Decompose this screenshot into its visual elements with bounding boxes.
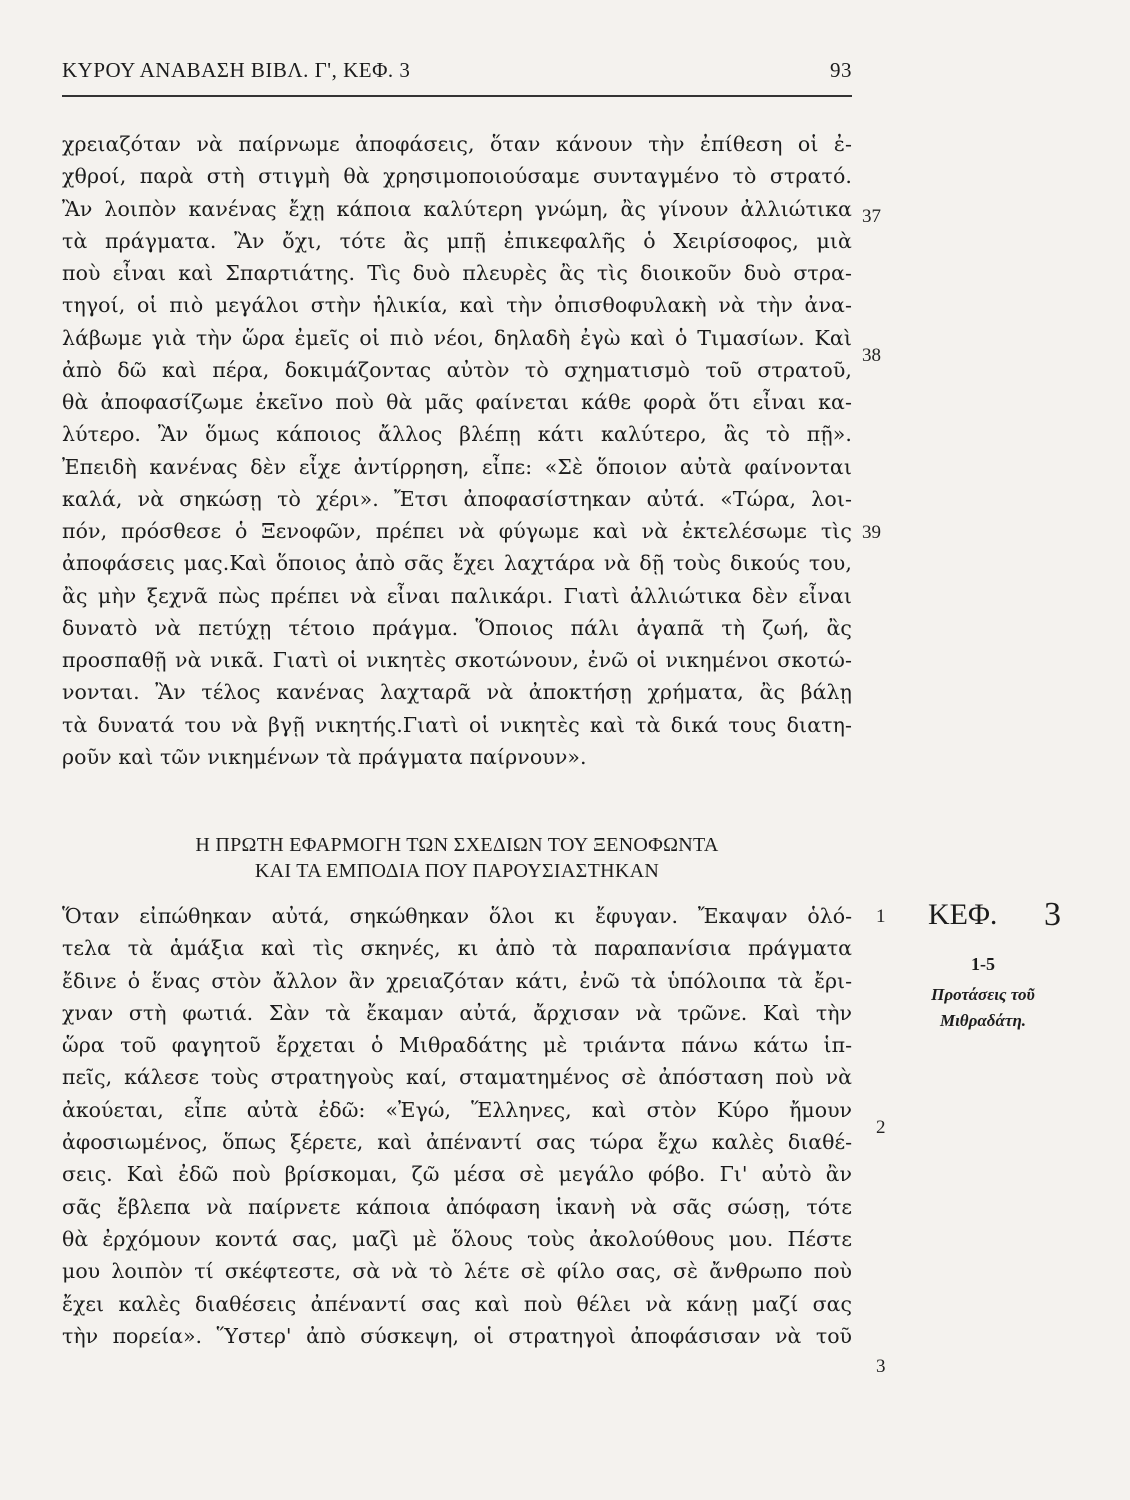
running-head-title: ΚΥΡΟΥ ΑΝΑΒΑΣΗ ΒΙΒΛ. Γ', ΚΕΦ. 3 <box>62 58 411 82</box>
text-line: προσπαθῇ νὰ νικᾶ. Γιατὶ οἱ νικητὲς σκοτώνουν, ἐνῶ οἱ νικημένοι σκοτώ- <box>62 648 852 672</box>
section-heading-line-2: ΚΑΙ ΤΑ ΕΜΠΟΔΙΑ ΠΟΥ ΠΑΡΟΥΣΙΑΣΤΗΚΑΝ <box>254 860 660 882</box>
sidebar-note-line-2: Μιθραδάτη. <box>939 1011 1027 1030</box>
text-line: ἀπὸ δῶ καὶ πέρα, δοκιμάζοντας αὐτὸν τὸ σχηματισμὸ τοῦ στρατοῦ, <box>62 357 852 382</box>
sidebar-chapter-number: 3 <box>1044 896 1061 933</box>
text-line: ἀκούεται, εἶπε αὐτὰ ἐδῶ: «Ἐγώ, Ἕλληνες, καὶ στὸν Κύρο ἤμουν <box>62 1097 852 1122</box>
text-line: ἂς μὴν ξεχνᾶ πὼς πρέπει νὰ εἶναι παλικάρι. Γιατὶ ἀλλιώτικα δὲν εἶναι <box>62 583 852 608</box>
text-line: χναν στὴ φωτιά. Σὰν τὰ ἔκαμαν αὐτά, ἄρχισαν νὰ τρῶνε. Καὶ τὴν <box>62 1000 852 1025</box>
paragraph-1 <box>62 128 852 773</box>
sidebar-chapter-label: ΚΕΦ. <box>928 898 998 931</box>
margin-number-2: 2 <box>876 1117 886 1138</box>
margin-number-39: 39 <box>862 522 881 543</box>
section-heading-line-1: Η ΠΡΩΤΗ ΕΦΑΡΜΟΓΗ ΤΩΝ ΣΧΕΔΙΩΝ ΤΟΥ ΞΕΝΟΦΩΝΤΑ <box>195 834 719 856</box>
header-rule <box>62 95 852 97</box>
sidebar-range: 1-5 <box>971 954 995 974</box>
text-line: μου λοιπὸν τί σκέφτεστε, σὰ νὰ τὸ λέτε σὲ φίλο σας, σὲ ἄνθρωπο ποὺ <box>62 1259 852 1284</box>
paragraph-2 <box>62 900 852 1352</box>
margin-number-38: 38 <box>862 345 881 366</box>
text-line: πόν, πρόσθεσε ὁ Ξενοφῶν, πρέπει νὰ φύγωμε καὶ νὰ ἐκτελέσωμε τὶς <box>62 519 852 543</box>
text-line: λύτερο. Ἂν ὅμως κάποιος ἄλλος βλέπῃ κάτι καλύτερο, ἂς τὸ πῇ». <box>62 422 852 447</box>
text-line: σεις. Καὶ ἐδῶ ποὺ βρίσκομαι, ζῶ μέσα σὲ μεγάλο φόβο. Γι' αὐτὸ ἂν <box>62 1162 852 1187</box>
text-line: Ὅταν εἰπώθηκαν αὐτά, σηκώθηκαν ὅλοι κι ἔφυγαν. Ἔκαψαν ὁλό- <box>62 904 852 928</box>
text-line: θὰ ἐρχόμουν κοντά σας, μαζὶ μὲ ὅλους τοὺς ἀκολούθους μου. Πέστε <box>62 1226 852 1251</box>
text-line: χθροί, παρὰ στὴ στιγμὴ θὰ χρησιμοποιούσαμε συνταγμένο τὸ στρατό. <box>62 164 852 189</box>
text-line: τὰ δυνατά του νὰ βγῇ νικητής.Γιατὶ οἱ νικητὲς καὶ τὰ δικά τους διατη- <box>62 712 852 737</box>
margin-number-3: 3 <box>876 1356 886 1377</box>
text-line: ροῦν καὶ τῶν νικημένων τὰ πράγματα παίρνουν». <box>62 744 587 769</box>
section-heading <box>62 832 852 884</box>
sidebar-note <box>918 982 1048 1034</box>
margin-number-37: 37 <box>862 206 881 227</box>
text-line: νονται. Ἂν τέλος κανένας λαχταρᾶ νὰ ἀποκτήσῃ χρήματα, ἂς βάλῃ <box>62 680 852 705</box>
text-line: ὥρα τοῦ φαγητοῦ ἔρχεται ὁ Μιθραδάτης μὲ τριάντα πάνω κάτω ἱπ- <box>62 1033 852 1058</box>
text-line: πεῖς, κάλεσε τοὺς στρατηγοὺς καί, σταματημένος σὲ ἀπόσταση ποὺ νὰ <box>62 1065 852 1090</box>
text-line: ἀφοσιωμένος, ὅπως ξέρετε, καὶ ἀπέναντί σας τώρα ἔχω καλὲς διαθέ- <box>62 1130 852 1155</box>
text-line: Ἐπειδὴ κανένας δὲν εἶχε ἀντίρρηση, εἶπε: «Σὲ ὅποιον αὐτὰ φαίνονται <box>62 454 852 479</box>
text-line: τὴν πορεία». Ὕστερ' ἀπὸ σύσκεψη, οἱ στρατηγοὶ ἀποφάσισαν νὰ τοῦ <box>62 1323 852 1348</box>
text-line: καλά, νὰ σηκώσῃ τὸ χέρι». Ἔτσι ἀποφασίστηκαν αὐτά. «Τώρα, λοι- <box>62 486 852 511</box>
margin-number-1: 1 <box>876 906 886 927</box>
text-line: σᾶς ἔβλεπα νὰ παίρνετε κάποια ἀπόφαση ἱκανὴ νὰ σᾶς σώσῃ, τότε <box>62 1194 852 1219</box>
text-line: τὰ πράγματα. Ἂν ὄχι, τότε ἂς μπῇ ἐπικεφαλῆς ὁ Χειρίσοφος, μιὰ <box>62 228 852 253</box>
text-line: τηγοί, οἱ πιὸ μεγάλοι στὴν ἡλικία, καὶ τὴν ὀπισθοφυλακὴ νὰ τὴν ἀνα- <box>62 293 852 318</box>
text-line: χρειαζόταν νὰ παίρνωμε ἀποφάσεις, ὅταν κάνουν τὴν ἐπίθεση οἱ ἐ- <box>62 132 852 156</box>
text-line: Ἂν λοιπὸν κανένας ἔχῃ κάποια καλύτερη γνώμη, ἂς γίνουν ἀλλιώτικα <box>62 196 852 221</box>
text-line: ἔδινε ὁ ἕνας στὸν ἄλλον ἂν χρειαζόταν κάτι, ἐνῶ τὰ ὑπόλοιπα τὰ ἔρι- <box>62 968 852 993</box>
text-line: τελα τὰ ἁμάξια καὶ τὶς σκηνές, κι ἀπὸ τὰ παραπανίσια πράγματα <box>62 936 852 961</box>
text-line: ποὺ εἶναι καὶ Σπαρτιάτης. Τὶς δυὸ πλευρὲς ἂς τὶς διοικοῦν δυὸ στρα- <box>62 261 852 285</box>
sidebar-note-line-1: Προτάσεις τοῦ <box>931 985 1035 1004</box>
text-line: δυνατὸ νὰ πετύχῃ τέτοιο πράγμα. Ὅποιος πάλι ἀγαπᾶ τὴ ζωή, ἂς <box>62 615 852 640</box>
text-line: ἔχει καλὲς διαθέσεις ἀπέναντί σας καὶ ποὺ θέλει νὰ κάνῃ μαζί σας <box>62 1291 852 1316</box>
text-line: ἀποφάσεις μας.Καὶ ὅποιος ἀπὸ σᾶς ἔχει λαχτάρα νὰ δῇ τοὺς δικούς του, <box>62 551 852 576</box>
text-line: θὰ ἀποφασίζωμε ἐκεῖνο ποὺ θὰ μᾶς φαίνεται κάθε φορὰ ὅτι εἶναι κα- <box>62 390 852 414</box>
page-number: 93 <box>830 58 852 82</box>
text-line: λάβωμε γιὰ τὴν ὥρα ἐμεῖς οἱ πιὸ νέοι, δηλαδὴ ἐγὼ καὶ ὁ Τιμασίων. Καὶ <box>62 325 852 350</box>
